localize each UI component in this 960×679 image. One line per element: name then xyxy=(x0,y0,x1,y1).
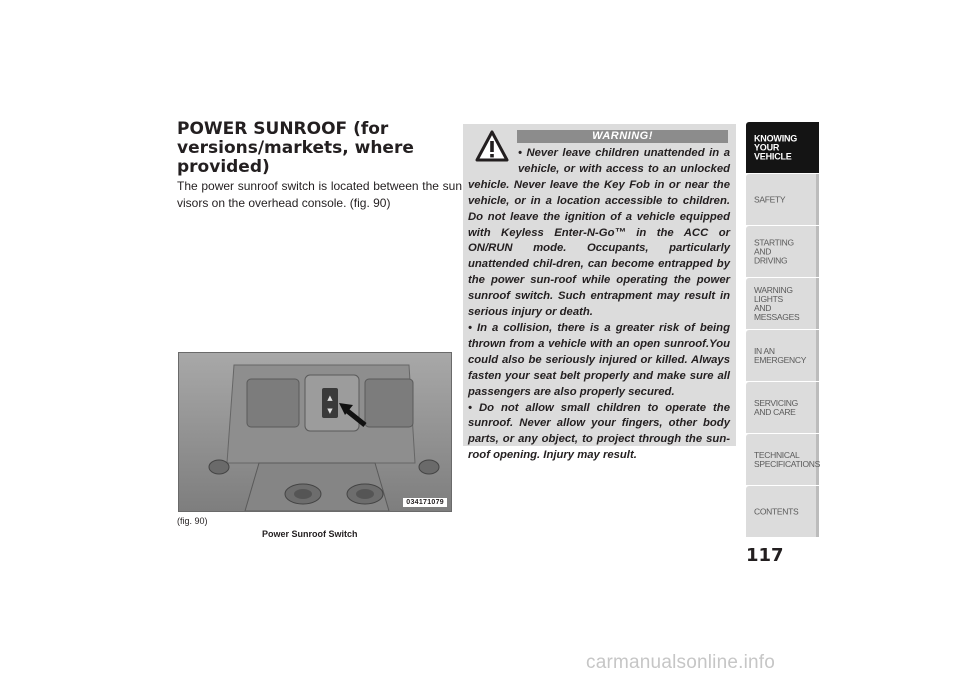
watermark: carmanualsonline.info xyxy=(586,652,776,673)
tab-label: SERVICING AND CARE xyxy=(754,397,798,417)
page-number: 117 xyxy=(746,545,784,566)
svg-text:▼: ▼ xyxy=(327,407,333,415)
warning-paragraph-1: • Never leave children unattended in a vehicle, or with access to an unlocked vehicle. Never leave the Key Fob in or near the vehicle, or in a location accessible to children. Do not leave the ignition of a vehicle equipped with Keyless Enter-N-Go™ in the ACC or ON/RUN mode. Occupants, particularly unattended chil-dren, can become entrapped by the power sun-roof while operating the power sunroof switch. Such entrapment may result in serious injury or death. xyxy=(468,147,730,319)
tab-contents[interactable] xyxy=(746,486,819,537)
warning-icon-spacer xyxy=(468,146,518,176)
tab-in-an-emergency[interactable] xyxy=(746,330,819,381)
figure-caption: Power Sunroof Switch xyxy=(262,529,358,539)
warning-text xyxy=(468,146,730,464)
chapter-tabs xyxy=(746,122,819,538)
section-body-text: The power sunroof switch is located between the sun visors on the overhead console. (fig. 90) xyxy=(177,179,462,210)
tab-label: SAFETY xyxy=(754,194,786,204)
tab-label: KNOWING YOUR VEHICLE xyxy=(754,133,798,161)
tab-starting-and-driving[interactable] xyxy=(746,226,819,277)
tab-label: TECHNICAL SPECIFICATIONS xyxy=(754,449,821,469)
warning-paragraph-2: • In a collision, there is a greater risk of being thrown from a vehicle with an open sunroof.You could also be seriously injured or killed. Always fasten your seat belt properly and make sure all passengers are also properly secured. xyxy=(468,321,730,398)
figure-image-id: 034171079 xyxy=(403,498,447,507)
tab-label: IN AN EMERGENCY xyxy=(754,345,807,365)
section-heading: POWER SUNROOF (for versions/markets, where provided) xyxy=(177,119,414,177)
tab-technical-specifications[interactable] xyxy=(746,434,819,485)
tab-warning-lights-and-messages[interactable] xyxy=(746,278,819,329)
power-sunroof-switch-photo xyxy=(178,352,452,512)
tab-label: WARNING LIGHTS AND MESSAGES xyxy=(754,284,800,322)
warning-paragraph-3: • Do not allow small children to operate the sunroof. Never allow your fingers, other body parts, or any object, to project through the sun-roof opening. Injury may result. xyxy=(468,401,730,462)
tab-safety[interactable] xyxy=(746,174,819,225)
svg-text:▲: ▲ xyxy=(327,394,333,402)
tab-knowing-your-vehicle[interactable] xyxy=(746,122,819,173)
overhead-console-illustration xyxy=(179,353,451,511)
tab-label: CONTENTS xyxy=(754,506,799,516)
warning-title: WARNING! xyxy=(517,130,728,143)
figure-label: (fig. 90) xyxy=(177,516,208,526)
tab-servicing-and-care[interactable] xyxy=(746,382,819,433)
tab-label: STARTING AND DRIVING xyxy=(754,237,794,265)
